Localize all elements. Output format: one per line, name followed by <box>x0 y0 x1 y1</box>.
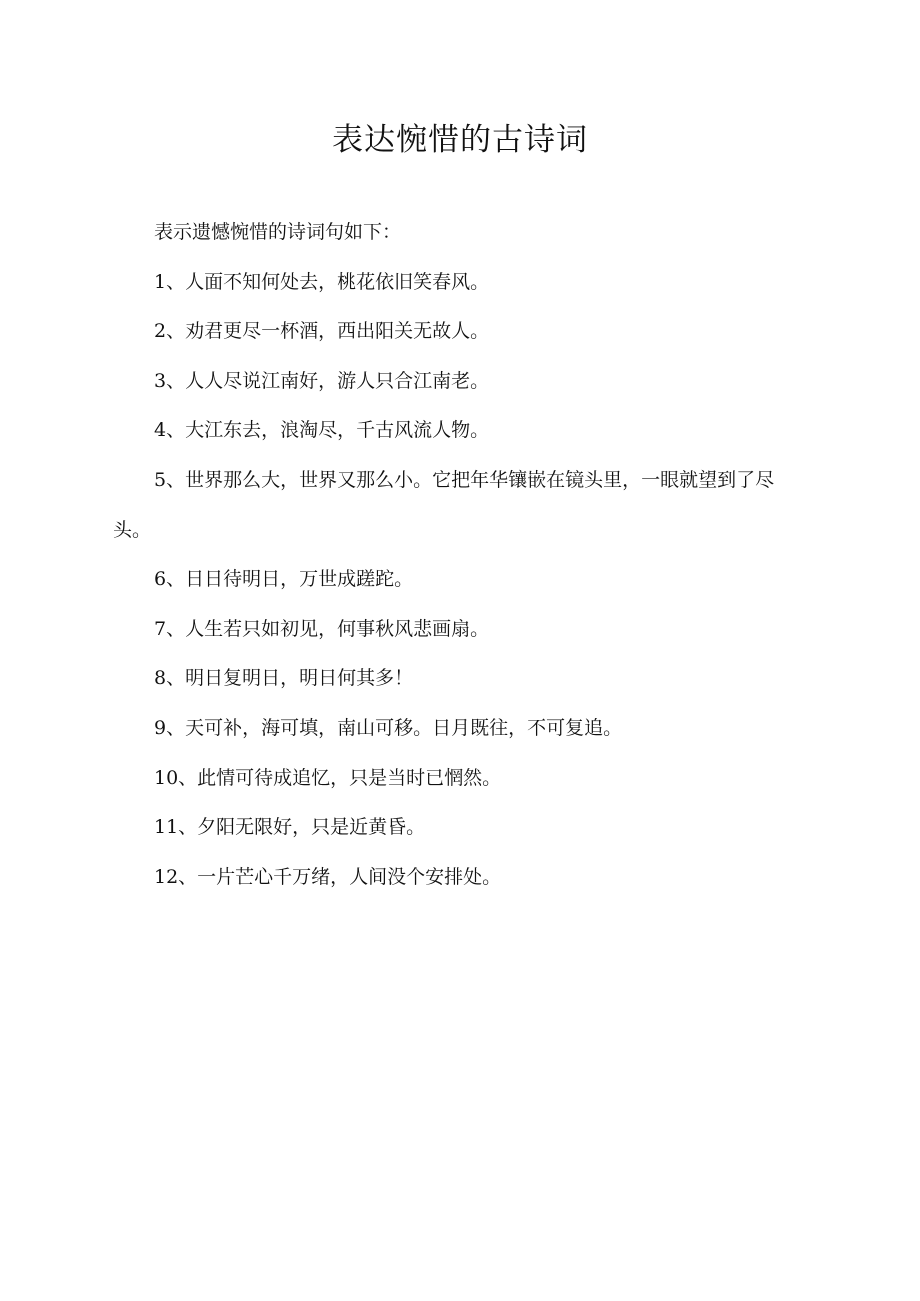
poem-line-2: 2、劝君更尽一杯酒，西出阳关无故人。 <box>154 320 490 343</box>
poem-line-3: 3、人人尽说江南好，游人只合江南老。 <box>154 369 490 392</box>
page-title: 表达惋惜的古诗词 <box>332 122 588 158</box>
poem-line-5: 5、世界那么大，世界又那么小。它把年华镶嵌在镜头里，一眼就望到了尽头。 <box>113 468 775 541</box>
poem-line-10: 10、此情可待成追忆，只是当时已惘然。 <box>154 766 502 789</box>
poem-line-6: 6、日日待明日，万世成蹉跎。 <box>154 568 414 591</box>
poem-line-8: 8、明日复明日，明日何其多！ <box>154 667 414 690</box>
poem-line-12: 12、一片芒心千万绪，人间没个安排处。 <box>154 865 502 888</box>
poem-line-9: 9、天可补，海可填，南山可移。日月既往，不可复追。 <box>154 716 623 739</box>
poem-line-7: 7、人生若只如初见，何事秋风悲画扇。 <box>154 617 490 640</box>
poem-line-4: 4、大江东去，浪淘尽，千古风流人物。 <box>154 419 490 442</box>
intro-paragraph: 表示遗憾惋惜的诗词句如下： <box>154 221 402 243</box>
document-body <box>113 208 803 902</box>
poem-line-11: 11、夕阳无限好，只是近黄昏。 <box>154 816 426 839</box>
poem-line-1: 1、人面不知何处去，桃花依旧笑春风。 <box>154 270 490 293</box>
